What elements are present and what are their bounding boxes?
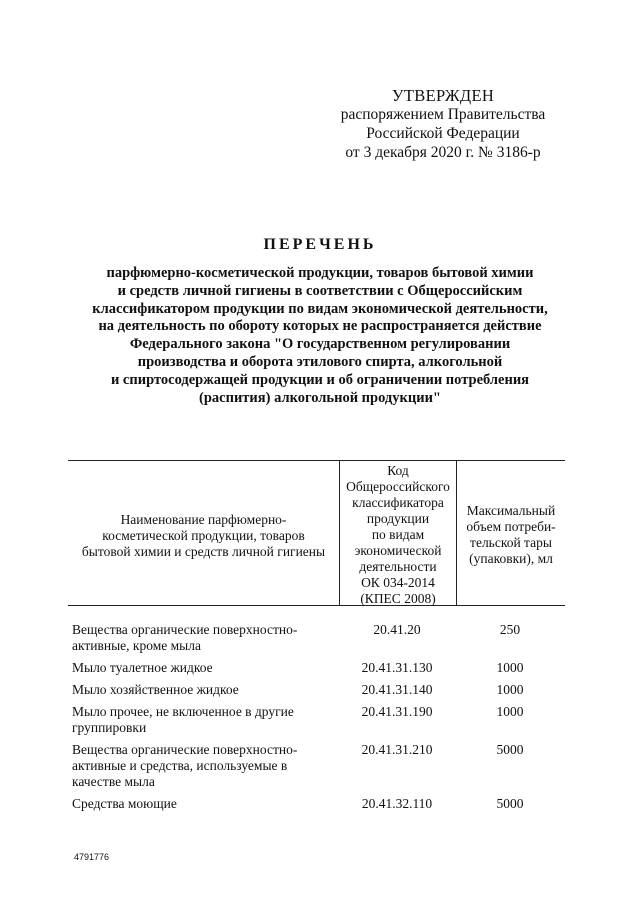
subtitle-line: и средств личной гигиены в соответствии с Общероссийским bbox=[117, 282, 523, 299]
row-name-line: Вещества органические поверхностно- bbox=[72, 742, 298, 757]
row-name-line: качестве мыла bbox=[72, 774, 155, 789]
table-body bbox=[68, 606, 565, 812]
header-code-line: (КПЕС 2008) bbox=[360, 591, 436, 606]
header-name bbox=[68, 461, 340, 605]
header-volume-line: объем потреби- bbox=[466, 519, 556, 534]
subtitle-line: (распития) алкогольной продукции" bbox=[199, 389, 441, 406]
header-code-line: экономической bbox=[354, 543, 442, 558]
row-volume: 1000 bbox=[496, 704, 524, 719]
header-volume bbox=[457, 461, 565, 605]
header-code-line: классификатора bbox=[352, 495, 444, 510]
product-table bbox=[68, 460, 565, 818]
row-name bbox=[68, 796, 339, 812]
header-code-line: деятельности bbox=[359, 559, 437, 574]
table-row bbox=[68, 742, 565, 790]
document-subtitle bbox=[60, 265, 580, 407]
row-volume: 250 bbox=[499, 622, 521, 637]
row-code: 20.41.31.190 bbox=[361, 704, 433, 719]
subtitle-line: парфюмерно-косметической продукции, товаров бытовой химии bbox=[106, 265, 534, 281]
row-code: 20.41.31.140 bbox=[361, 682, 433, 697]
row-name bbox=[68, 682, 339, 698]
row-code: 20.41.32.110 bbox=[361, 796, 433, 811]
header-code bbox=[340, 461, 457, 605]
row-name bbox=[68, 660, 339, 676]
header-code-line: Общероссийского bbox=[346, 479, 450, 494]
row-name-line: Вещества органические поверхностно- bbox=[72, 622, 298, 637]
row-volume: 5000 bbox=[496, 796, 524, 811]
header-volume-line: (упаковки), мл bbox=[469, 551, 553, 566]
header-code-line: продукции bbox=[366, 511, 430, 526]
document-title: ПЕРЕЧЕНЬ bbox=[263, 236, 377, 253]
approval-line-1: распоряжением Правительства bbox=[340, 106, 546, 123]
header-code-line: по видам bbox=[371, 527, 425, 542]
approval-line-2: Российской Федерации bbox=[366, 125, 520, 142]
header-code-line: ОК 034-2014 bbox=[361, 575, 435, 590]
subtitle-line: и спиртосодержащей продукции и об ограничении потребления bbox=[110, 371, 530, 388]
header-volume-line: тельской тары bbox=[470, 535, 552, 550]
header-code-line: Код bbox=[387, 463, 409, 478]
row-volume: 1000 bbox=[496, 682, 524, 697]
row-name-line: активные и средства, используемые в bbox=[72, 758, 288, 773]
table-header bbox=[68, 461, 565, 606]
row-name-line: Мыло прочее, не включенное в другие bbox=[72, 704, 294, 719]
row-name bbox=[68, 622, 339, 654]
table-row bbox=[68, 660, 565, 676]
row-name-line: Средства моющие bbox=[72, 796, 177, 811]
row-name-line: Мыло туалетное жидкое bbox=[72, 660, 213, 675]
row-name-line: активные, кроме мыла bbox=[72, 638, 201, 653]
row-name bbox=[68, 704, 339, 736]
row-name-line: группировки bbox=[72, 720, 147, 735]
table-row bbox=[68, 682, 565, 698]
header-volume-line: Максимальный bbox=[466, 503, 556, 518]
row-code: 20.41.31.210 bbox=[361, 742, 433, 757]
subtitle-line: производства и оборота этилового спирта, алкогольной bbox=[137, 353, 503, 370]
document-number: 4791776 bbox=[74, 852, 110, 862]
table-row bbox=[68, 622, 565, 654]
subtitle-line: классификатором продукции по видам экономической деятельности, bbox=[92, 300, 548, 317]
table-row bbox=[68, 704, 565, 736]
approval-block bbox=[318, 86, 568, 162]
approval-line-3: от 3 декабря 2020 г. № 3186-р bbox=[345, 144, 541, 161]
subtitle-line: Федерального закона "О государственном регулировании bbox=[129, 336, 511, 353]
row-code: 20.41.31.130 bbox=[361, 660, 433, 675]
row-name-line: Мыло хозяйственное жидкое bbox=[72, 682, 239, 697]
header-name-line: косметической продукции, товаров bbox=[102, 528, 305, 543]
row-volume: 1000 bbox=[496, 660, 524, 675]
subtitle-line: на деятельность по обороту которых не распространяется действие bbox=[98, 318, 542, 335]
row-code: 20.41.20 bbox=[373, 622, 421, 637]
header-name-line: бытовой химии и средств личной гигиены bbox=[81, 544, 326, 559]
approval-stamp: УТВЕРЖДЕН bbox=[391, 86, 495, 105]
table-row bbox=[68, 796, 565, 812]
header-name-line: Наименование парфюмерно- bbox=[120, 512, 287, 527]
row-volume: 5000 bbox=[496, 742, 524, 757]
row-name bbox=[68, 742, 339, 790]
